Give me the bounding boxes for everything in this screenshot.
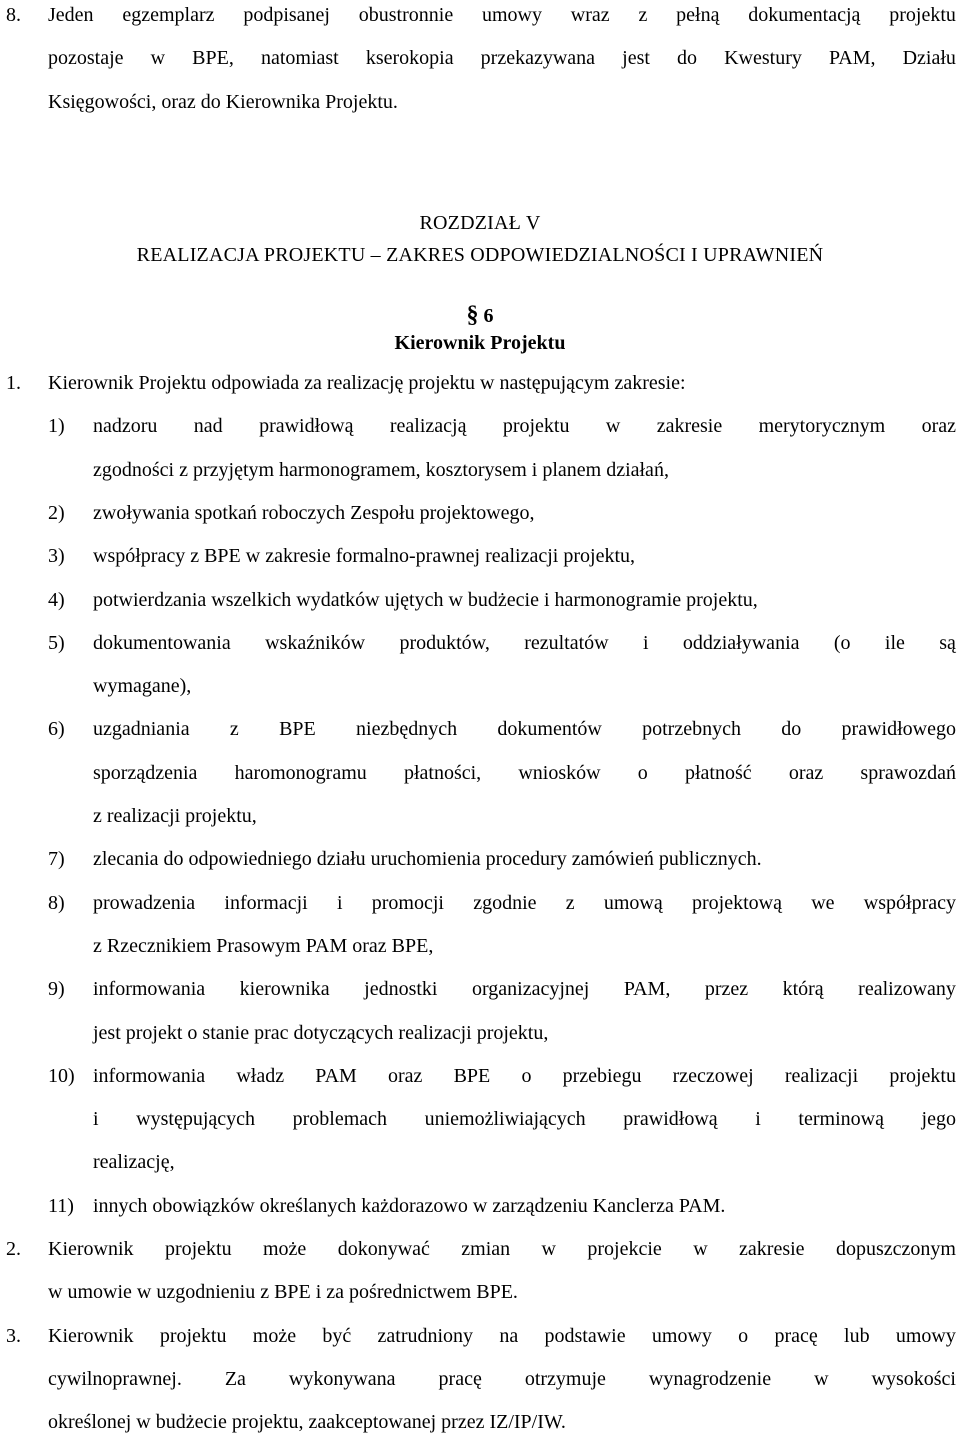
word: wniosków: [518, 761, 601, 784]
word: merytorycznym: [758, 415, 886, 438]
word: z: [565, 891, 575, 914]
word: dokonywać: [337, 1238, 430, 1260]
word: projektu: [159, 1324, 227, 1347]
word: o: [637, 761, 648, 784]
word: do: [677, 47, 698, 70]
word: władz: [236, 1064, 285, 1087]
word: oraz: [921, 415, 956, 438]
word: w: [605, 415, 621, 438]
text-line: [93, 630, 956, 656]
text-line: [48, 45, 956, 71]
text-line: innych obowiązków określanych każdorazowo w zarządzeniu Kanclerza PAM.: [93, 1194, 726, 1217]
text-line: [48, 1366, 956, 1392]
list-number: 7): [48, 848, 65, 871]
word: projektu: [889, 4, 956, 26]
text-line: [93, 890, 956, 916]
chapter-number: ROZDZIAŁ V: [419, 212, 541, 234]
text-line: [48, 1236, 956, 1262]
word: PAM: [315, 1064, 357, 1087]
word: ile: [884, 631, 905, 654]
text-line: Księgowości, oraz do Kierownika Projektu.: [48, 90, 398, 113]
text-line: [93, 413, 956, 439]
word: projektu: [889, 1064, 956, 1087]
text-line: określonej w budżecie projektu, zaakceptowanej przez IZ/IP/IW.: [48, 1411, 566, 1434]
word: może: [252, 1324, 297, 1347]
list-number: 3): [48, 545, 65, 568]
word: lub: [844, 1324, 870, 1347]
word: promocji: [371, 891, 444, 914]
word: być: [322, 1324, 352, 1347]
word: dopuszczonym: [835, 1238, 956, 1260]
word: BPE: [279, 718, 316, 741]
word: jednostki: [364, 978, 438, 1001]
word: projektu: [502, 415, 570, 438]
word: terminową: [798, 1108, 884, 1131]
word: informowania: [93, 1064, 206, 1087]
text-line: potwierdzania wszelkich wydatków ujętych w budżecie i harmonogramie projektu,: [93, 588, 758, 611]
word: cywilnoprawnej.: [48, 1367, 182, 1390]
word: występujących: [136, 1108, 256, 1131]
word: na: [499, 1324, 519, 1347]
word: Działu: [902, 47, 956, 70]
word: i: [93, 1108, 99, 1131]
word: dokumentów: [497, 718, 602, 741]
text-line: [93, 976, 956, 1002]
word: z: [229, 718, 239, 741]
list-number: 2): [48, 501, 65, 524]
word: umowy: [895, 1324, 956, 1347]
word: są: [939, 631, 956, 654]
list-number: 5): [48, 631, 65, 654]
word: i: [755, 1108, 761, 1131]
word: przebiegu: [562, 1064, 642, 1087]
word: wraz: [570, 4, 610, 26]
word: wykonywana: [288, 1367, 396, 1390]
text-line: w umowie w uzgodnieniu z BPE i za pośrednictwem BPE.: [48, 1281, 518, 1304]
word: otrzymuje: [524, 1367, 606, 1390]
text-line: współpracy z BPE w zakresie formalno-prawnej realizacji projektu,: [93, 545, 636, 568]
section-heading: [0, 300, 960, 331]
text-line: Kierownik Projektu odpowiada za realizację projektu w następującym zakresie:: [48, 372, 686, 394]
word: podstawie: [544, 1324, 626, 1347]
word: zakresie: [739, 1238, 805, 1260]
word: wskaźników: [265, 631, 366, 654]
word: Za: [224, 1367, 246, 1390]
word: projektu: [164, 1238, 232, 1260]
word: umowy: [651, 1324, 712, 1347]
text-line: zlecania do odpowiedniego działu uruchomienia procedury zamówień publicznych.: [93, 848, 762, 871]
word: uniemożliwiających: [424, 1108, 586, 1131]
list-number: 8): [48, 891, 65, 914]
text-line: zgodności z przyjętym harmonogramem, kosztorysem i planem działań,: [93, 458, 669, 481]
list-number: 8.: [6, 4, 21, 26]
text-line: zwoływania spotkań roboczych Zespołu projektowego,: [93, 501, 535, 524]
word: pozostaje: [48, 47, 124, 70]
word: umową: [603, 891, 663, 914]
word: prawidłowego: [841, 718, 956, 741]
word: BPE,: [192, 47, 234, 70]
word: kserokopia: [365, 47, 454, 70]
word: Kierownik: [48, 1324, 134, 1347]
word: informowania: [93, 978, 206, 1001]
list-number: 1.: [6, 372, 21, 394]
word: (o: [833, 631, 851, 654]
text-line: jest projekt o stanie prac dotyczących realizacji projektu,: [93, 1021, 549, 1044]
list-number: 9): [48, 978, 65, 1001]
word: realizacją: [389, 415, 467, 438]
word: pracę: [774, 1324, 818, 1347]
list-number: 2.: [6, 1238, 21, 1260]
word: z: [638, 4, 648, 26]
word: natomiast: [260, 47, 339, 70]
word: PAM,: [828, 47, 876, 70]
section-title: Kierownik Projektu: [394, 332, 566, 354]
word: egzemplarz: [122, 4, 215, 26]
word: w: [693, 1238, 708, 1260]
text-line: [93, 716, 956, 742]
word: oraz: [788, 761, 824, 784]
word: wynagrodzenie: [648, 1367, 772, 1390]
word: zatrudniony: [377, 1324, 474, 1347]
list-number: 6): [48, 718, 65, 741]
word: przekazywana: [480, 47, 596, 70]
word: dokumentowania: [93, 631, 231, 654]
word: umowy: [482, 4, 542, 26]
word: potrzebnych: [642, 718, 741, 741]
word: we: [811, 891, 835, 914]
word: współpracy: [863, 891, 956, 914]
word: projekcie: [587, 1238, 662, 1260]
word: w: [150, 47, 166, 70]
word: do: [781, 718, 802, 741]
word: podpisanej: [243, 4, 330, 26]
list-number: 10): [48, 1064, 75, 1087]
text-line: realizację,: [93, 1151, 175, 1174]
text-line: [93, 1063, 956, 1089]
word: w: [541, 1238, 556, 1260]
word: haromonogramu: [234, 761, 367, 784]
word: płatność: [684, 761, 752, 784]
word: zakresie: [656, 415, 723, 438]
word: rezultatów: [524, 631, 609, 654]
word: niezbędnych: [356, 718, 458, 741]
word: dokumentacją: [748, 4, 861, 26]
word: sprawozdań: [860, 761, 956, 784]
word: Jeden: [48, 4, 94, 26]
word: nad: [193, 415, 223, 438]
word: w: [814, 1367, 829, 1390]
word: jego: [921, 1108, 956, 1131]
word: wysokości: [871, 1367, 956, 1390]
word: Kierownik: [48, 1238, 134, 1260]
word: oddziaływania: [682, 631, 800, 654]
chapter-title: REALIZACJA PROJEKTU – ZAKRES ODPOWIEDZIALNOŚCI I UPRAWNIEŃ: [136, 244, 824, 266]
word: którą: [782, 978, 824, 1001]
word: i: [642, 631, 649, 654]
word: informacji: [224, 891, 308, 914]
list-number: 1): [48, 415, 65, 438]
word: pełną: [676, 4, 720, 26]
text-line: z realizacji projektu,: [93, 805, 257, 827]
word: nadzoru: [93, 415, 158, 438]
text-line: [48, 2, 956, 28]
text-line: [48, 1323, 956, 1349]
paragraph-sign: §: [466, 302, 479, 328]
word: prowadzenia: [93, 891, 196, 914]
word: zgodnie: [473, 891, 537, 914]
word: prawidłową: [259, 415, 354, 438]
word: sporządzenia: [93, 761, 198, 784]
word: o: [521, 1064, 532, 1087]
word: przez: [704, 978, 749, 1001]
word: projektową: [692, 891, 782, 914]
word: produktów,: [399, 631, 490, 654]
word: i: [336, 891, 343, 914]
word: Kwestury: [724, 47, 802, 70]
word: uzgadniania: [93, 718, 190, 741]
section-number: 6: [483, 305, 494, 327]
word: realizacji: [784, 1064, 859, 1087]
word: jest: [622, 47, 650, 70]
word: rzeczowej: [672, 1064, 754, 1087]
word: organizacyjnej: [471, 978, 590, 1001]
text-line: z Rzecznikiem Prasowym PAM oraz BPE,: [93, 934, 434, 957]
word: płatności,: [403, 761, 482, 784]
word: pracę: [438, 1367, 482, 1390]
word: może: [262, 1238, 307, 1260]
word: obustronnie: [358, 4, 454, 26]
word: realizowany: [858, 978, 956, 1001]
word: zmian: [461, 1238, 511, 1260]
word: o: [738, 1324, 749, 1347]
text-line: wymagane),: [93, 675, 192, 698]
word: BPE: [453, 1064, 491, 1087]
list-number: 4): [48, 588, 65, 611]
list-number: 3.: [6, 1324, 21, 1347]
word: PAM,: [623, 978, 671, 1001]
word: problemach: [292, 1108, 388, 1131]
text-line: [93, 760, 956, 786]
word: prawidłową: [623, 1108, 718, 1131]
word: oraz: [387, 1064, 423, 1087]
word: kierownika: [239, 978, 330, 1001]
list-number: 11): [48, 1194, 74, 1217]
text-line: [93, 1106, 956, 1132]
